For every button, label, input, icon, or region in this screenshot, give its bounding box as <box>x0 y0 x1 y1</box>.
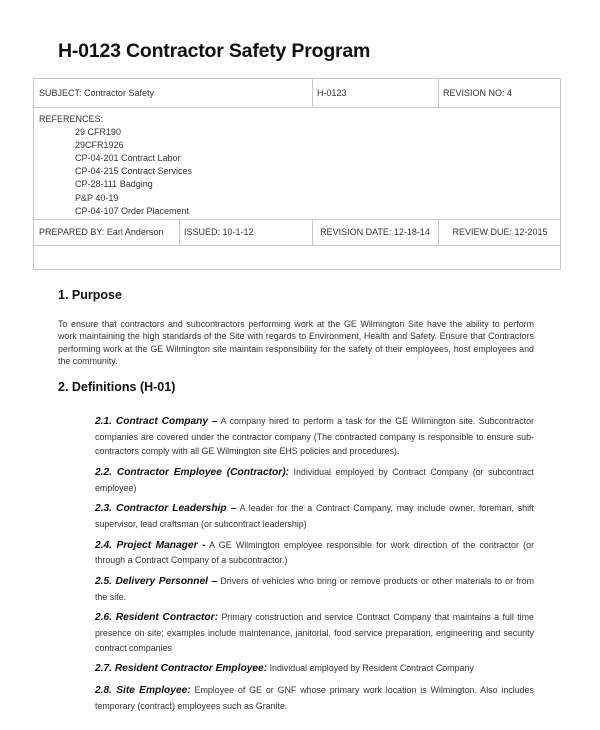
references-list <box>39 126 192 218</box>
definition-item <box>95 465 534 495</box>
reference-item: CP-04-215 Contract Services <box>75 166 193 177</box>
document-title: H-0123 Contractor Safety Program <box>58 40 371 62</box>
revision-number-cell: REVISION NO: 4 <box>443 88 513 98</box>
definition-term: 2.4. Project Manager - <box>95 539 206 551</box>
definitions-list <box>95 414 534 720</box>
definition-term: 2.3. Contractor Leadership – <box>95 503 237 515</box>
definition-item <box>95 683 534 713</box>
definition-text: Individual employed by Contract Company (or subcontract employee) <box>95 466 534 493</box>
reference-item: P&P 40-19 <box>75 192 119 203</box>
definition-text: A company hired to perform a task for the GE Wilmington site. Subcontractor companies are covered under the contractor company (The contracted company is responsible to ensure sub-contractors comply with all GE Wilmington site EHS policies and procedures). <box>95 416 534 457</box>
subject-cell: SUBJECT: Contractor Safety <box>39 88 155 98</box>
reference-item: CP-04-201 Contract Labor <box>75 153 181 164</box>
definition-item <box>95 538 534 568</box>
definition-term: 2.8. Site Employee: <box>95 685 191 697</box>
definition-term: 2.1. Contract Company – <box>95 416 218 427</box>
references-label: REFERENCES: <box>39 114 104 124</box>
references-section <box>39 113 192 218</box>
definition-text: Primary construction and service Contract Company that maintains a full time presence on site; examples include maintenance, janitorial, food service preparation, engineering and security contract companies <box>95 612 534 653</box>
definitions-heading: 2. Definitions (H-01) <box>58 380 176 394</box>
definition-text: Employee of GE or GNF whose primary work location is Wilmington. Also includes temporary (contract) employees such as Granite. <box>95 685 534 711</box>
reference-item: 29 CFR190 <box>75 127 122 138</box>
definition-term: 2.5. Delivery Personnel – <box>95 576 218 588</box>
review-due-cell: REVIEW DUE: 12-2015 <box>452 227 548 237</box>
document-code-cell: H-0123 <box>317 88 347 98</box>
purpose-paragraph: To ensure that contractors and subcontractors performing work at the GE Wilmington Site have the ability to perform work maintaining the high standards of the Site with regards to Environment, Health and Safety. Ensure that Contractors performing work at the GE Wilmington site maintain responsibility for the safety of their employees, host employees and the community. <box>58 319 534 366</box>
reference-item: CP-28-111 Badging <box>75 179 153 190</box>
definition-term: 2.2. Contractor Employee (Contractor): <box>95 466 289 478</box>
definition-item <box>95 414 534 459</box>
reference-item: 29CFR1926 <box>75 140 124 151</box>
definition-item <box>95 501 534 531</box>
definition-item <box>95 610 534 655</box>
definition-term: 2.6. Resident Contractor: <box>95 612 218 624</box>
definition-term: 2.7. Resident Contractor Employee: <box>95 663 268 675</box>
definition-text: Individual employed by Resident Contract Company <box>267 663 474 674</box>
definition-item <box>95 661 534 677</box>
prepared-by-cell: PREPARED BY: Earl Anderson <box>39 227 164 237</box>
issued-cell: ISSUED: 10-1-12 <box>184 227 254 237</box>
definition-text: A leader for the a Contract Company, may include owner, foreman, shift supervisor, lead craftsman (or subcontract leadership) <box>95 503 534 529</box>
revision-date-cell: REVISION DATE: 12-18-14 <box>320 227 430 237</box>
definition-item <box>95 574 534 604</box>
reference-item: CP-04-107 Order Placement <box>75 205 190 216</box>
definition-text: A GE Wilmington employee responsible for work direction of the contractor (or through a Contract Company of a subcontractor.) <box>95 539 534 566</box>
purpose-heading: 1. Purpose <box>58 288 122 302</box>
definition-text: Drivers of vehicles who bring or remove products or other materials to or from the site. <box>95 576 534 602</box>
document-header-table <box>33 78 561 270</box>
